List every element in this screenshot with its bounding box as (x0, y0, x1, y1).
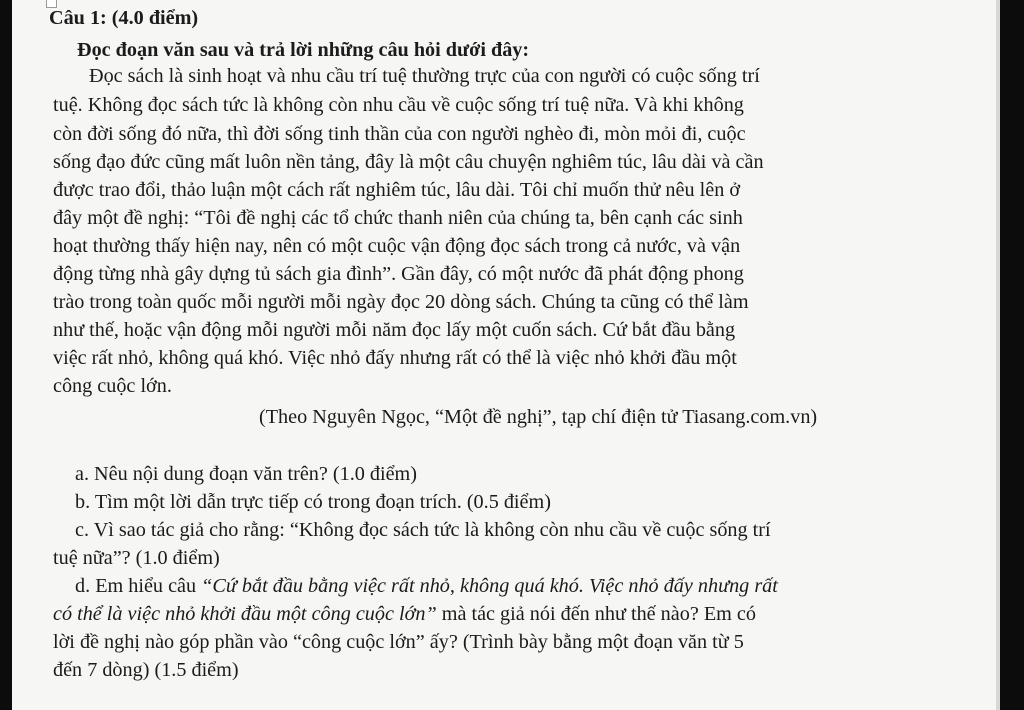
passage-line-8: động từng nhà gây dựng tủ sách gia đình”. Gần đây, có một nước đã phát động phong (53, 263, 744, 285)
passage-line-6: đây một đề nghị: “Tôi đề nghị các tổ chức thanh niên của chúng ta, bên cạnh các sinh (53, 207, 743, 229)
passage-line-4: sống đạo đức cũng mất luôn nền tảng, đây là một câu chuyện nghiêm túc, lâu dài và cần (53, 151, 764, 173)
passage-line-9: trào trong toàn quốc mỗi người mỗi ngày đọc 20 dòng sách. Chúng ta cũng có thể làm (53, 291, 749, 313)
question-title: Câu 1: (4.0 điểm) (49, 7, 199, 29)
passage-line-12: công cuộc lớn. (53, 375, 172, 397)
question-item-d-line-2 (53, 601, 756, 627)
passage-line-10: như thế, hoặc vận động mỗi người mỗi năm đọc lấy một cuốn sách. Cứ bắt đầu bằng (53, 319, 736, 341)
document-page (12, 0, 1000, 710)
question-item-b: b. Tìm một lời dẫn trực tiếp có trong đoạn trích. (0.5 điểm) (75, 491, 551, 513)
passage-line-5: được trao đổi, thảo luận một cách rất nghiêm túc, lâu dài. Tôi chỉ muốn thử nêu lên ở (53, 179, 741, 201)
question-item-d-line-4: đến 7 dòng) (1.5 điểm) (53, 659, 239, 681)
passage-line-3: còn đời sống đó nữa, thì đời sống tinh thần của con người nghèo đi, mòn mỏi đi, cuộc (53, 123, 746, 145)
question-item-d-line-3: lời đề nghị nào góp phần vào “công cuộc lớn” ấy? (Trình bày bằng một đoạn văn từ 5 (53, 631, 744, 653)
passage-line-7: hoạt thường thấy hiện nay, nên có một cuộc vận động đọc sách trong cả nước, và vận (53, 235, 741, 257)
item-d-lead: d. Em hiểu câu (75, 575, 202, 597)
question-item-a: a. Nêu nội dung đoạn văn trên? (1.0 điểm) (75, 463, 417, 485)
item-d-quote-part-2: có thể là việc nhỏ khởi đầu một công cuộc lớn” (53, 603, 437, 625)
item-d-continuation: mà tác giả nói đến như thế nào? Em có (436, 603, 756, 625)
passage-source: (Theo Nguyên Ngọc, “Một đề nghị”, tạp chí điện tử Tiasang.com.vn) (259, 406, 818, 428)
page-edge (996, 0, 1000, 710)
passage-line-11: việc rất nhỏ, không quá khó. Việc nhỏ đấy nhưng rất có thể là việc nhỏ khởi đầu một (53, 347, 737, 369)
passage-line-2: tuệ. Không đọc sách tức là không còn nhu cầu về cuộc sống trí tuệ nữa. Và khi không (53, 94, 744, 116)
passage-line-1: Đọc sách là sinh hoạt và nhu cầu trí tuệ thường trực của con người có cuộc sống trí (89, 65, 760, 87)
question-item-c-line-1: c. Vì sao tác giả cho rằng: “Không đọc sách tức là không còn nhu cầu về cuộc sống trí (75, 519, 771, 541)
question-item-c-line-2: tuệ nữa”? (1.0 điểm) (53, 547, 220, 569)
item-d-quote-part-1: “Cứ bắt đầu bằng việc rất nhỏ, không quá khó. Việc nhỏ đấy nhưng rất (201, 575, 778, 597)
question-instruction: Đọc đoạn văn sau và trả lời những câu hỏi dưới đây: (77, 39, 530, 61)
question-item-d-line-1 (75, 573, 778, 599)
